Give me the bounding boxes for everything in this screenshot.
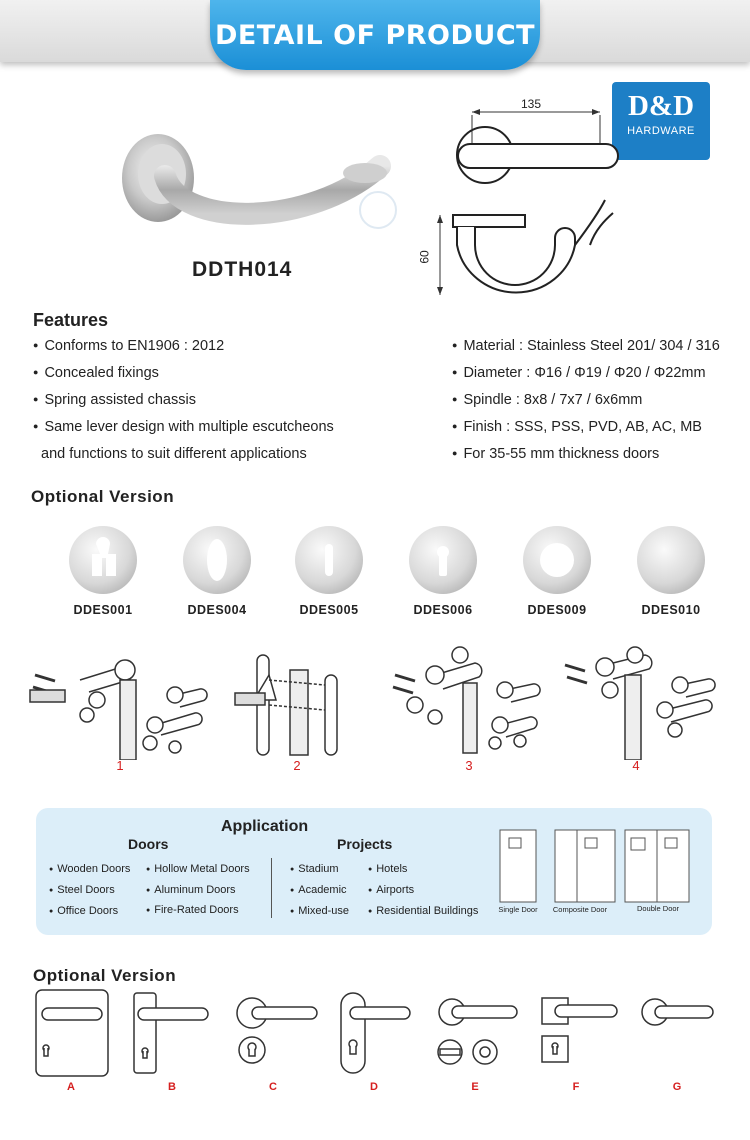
variant-a-drawing <box>36 990 108 1076</box>
escutcheon-ddes005 <box>295 526 363 594</box>
spec-item: ● Material : Stainless Steel 201/ 304 / 316 <box>452 333 720 360</box>
header-title-tab <box>210 0 540 70</box>
feature-item-continuation: and functions to suit different applications <box>41 446 307 462</box>
composite-door-icon <box>555 830 615 902</box>
escutcheon-ddes001 <box>69 526 137 594</box>
escutcheon-label: DDES009 <box>527 603 587 617</box>
page-title: DETAIL OF PRODUCT <box>214 19 536 51</box>
logo-main-text: D&D <box>627 90 695 122</box>
escutcheon-ddes010 <box>637 526 705 594</box>
escutcheon-label: DDES010 <box>641 603 701 617</box>
optional-escutcheon-heading: Optional Version <box>31 487 175 506</box>
installation-diagram-4 <box>565 647 715 760</box>
variant-b-drawing <box>134 993 208 1073</box>
door-type-item: ● Aluminum Doors <box>146 884 236 896</box>
variant-label: G <box>672 1081 682 1093</box>
variant-f-drawing <box>542 998 617 1062</box>
project-type-item: ● Hotels <box>368 863 407 875</box>
project-type-item: ● Mixed-use <box>290 905 349 917</box>
optional-version-heading: Optional Version <box>33 966 177 985</box>
variant-label: E <box>471 1081 479 1093</box>
escutcheon-ddes009 <box>523 526 591 594</box>
dimension-height-label: 60 <box>417 250 432 264</box>
spec-item: ● Spindle : 8x8 / 7x7 / 6x6mm <box>452 387 720 414</box>
projects-heading: Projects <box>337 836 393 852</box>
technical-drawing <box>417 95 620 305</box>
door-type-item: ● Office Doors <box>49 905 118 917</box>
feature-item: ● Spring assisted chassis <box>33 387 334 414</box>
door-type-item: ● Hollow Metal Doors <box>146 863 250 875</box>
product-photo <box>110 118 410 248</box>
installation-diagram-2 <box>235 655 337 755</box>
application-title: Application <box>221 818 309 835</box>
door-type-item: ● Wooden Doors <box>49 863 130 875</box>
spec-item: ● Diameter : Φ16 / Φ19 / Φ20 / Φ22mm <box>452 360 720 387</box>
variant-d-drawing <box>341 993 410 1073</box>
escutcheon-label: DDES006 <box>413 603 473 617</box>
installation-step-number: 3 <box>465 758 473 773</box>
variant-g-drawing <box>642 999 713 1025</box>
installation-step-number: 1 <box>116 758 124 773</box>
variant-label: B <box>168 1081 176 1093</box>
door-type-label: Composite Door <box>552 905 608 914</box>
installation-diagram-3 <box>393 647 540 753</box>
product-model: DDTH014 <box>192 258 293 281</box>
application-divider <box>271 858 272 918</box>
features-heading: Features <box>33 310 109 330</box>
feature-item: ● Conforms to EN1906 : 2012 <box>33 333 334 360</box>
installation-step-number: 2 <box>293 758 301 773</box>
doors-heading: Doors <box>128 836 169 852</box>
variant-e-drawing <box>438 999 517 1064</box>
door-type-item: ● Steel Doors <box>49 884 115 896</box>
installation-diagram-1 <box>30 660 207 760</box>
escutcheon-ddes004 <box>183 526 251 594</box>
brand-logo <box>612 82 710 160</box>
feature-item: ● Concealed fixings <box>33 360 334 387</box>
project-type-item: ● Academic <box>290 884 347 896</box>
features-left-list <box>33 333 334 467</box>
door-type-item: ● Fire-Rated Doors <box>146 904 239 916</box>
double-door-icon <box>625 830 689 902</box>
project-type-item: ● Stadium <box>290 863 339 875</box>
escutcheon-row <box>55 520 715 600</box>
logo-sub-text: HARDWARE <box>627 125 695 137</box>
project-type-item: ● Residential Buildings <box>368 905 478 917</box>
feature-item: ● Same lever design with multiple escutcheons <box>33 414 334 441</box>
escutcheon-label: DDES004 <box>187 603 247 617</box>
escutcheon-label: DDES001 <box>73 603 133 617</box>
escutcheon-label: DDES005 <box>299 603 359 617</box>
escutcheon-ddes006 <box>409 526 477 594</box>
variant-label: F <box>572 1081 580 1093</box>
door-type-label: Single Door <box>498 905 538 914</box>
installation-diagrams <box>25 645 725 760</box>
door-type-label: Double Door <box>636 904 680 913</box>
installation-step-number: 4 <box>632 758 640 773</box>
door-type-illustrations <box>495 826 695 904</box>
variant-label: A <box>67 1081 75 1093</box>
project-type-item: ● Airports <box>368 884 414 896</box>
variant-label: D <box>370 1081 378 1093</box>
single-door-icon <box>500 830 536 902</box>
spec-item: ● For 35-55 mm thickness doors <box>452 441 720 468</box>
variant-c-drawing <box>237 998 317 1063</box>
dimension-width-label: 135 <box>521 97 542 111</box>
variant-label: C <box>269 1081 277 1093</box>
spec-item: ● Finish : SSS, PSS, PVD, AB, AC, MB <box>452 414 720 441</box>
features-right-list <box>452 333 720 468</box>
optional-version-row <box>30 988 720 1080</box>
